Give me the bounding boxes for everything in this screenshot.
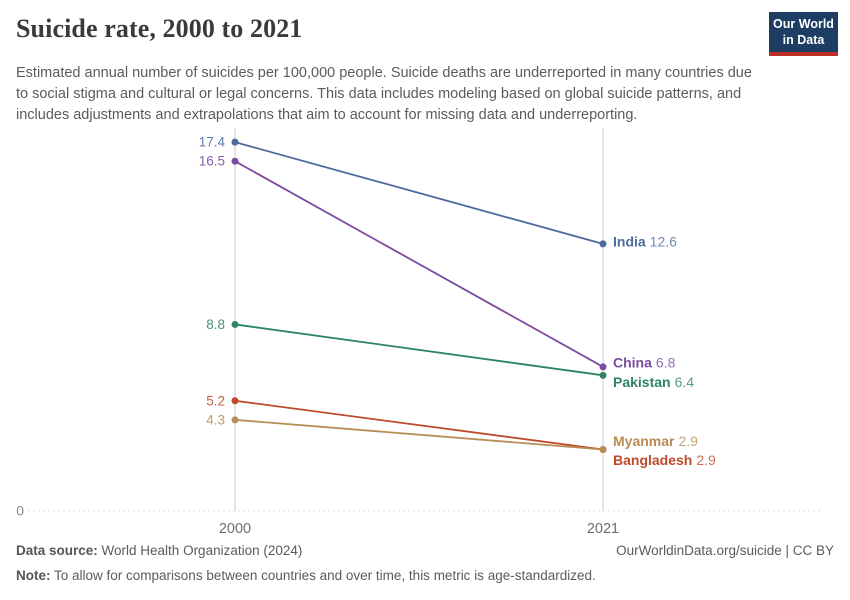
series-line[interactable] bbox=[235, 161, 603, 367]
series-india[interactable] bbox=[199, 135, 677, 250]
series-end-dot[interactable] bbox=[600, 372, 607, 379]
series-start-dot[interactable] bbox=[232, 158, 239, 165]
series-start-value: 8.8 bbox=[206, 316, 225, 332]
series-start-dot[interactable] bbox=[232, 397, 239, 404]
data-source-text bbox=[16, 542, 302, 561]
data-source-label: Data source: bbox=[16, 543, 98, 558]
series-end-label[interactable]: Myanmar 2.9 bbox=[613, 433, 698, 450]
chart-header bbox=[0, 0, 850, 124]
note-label: Note: bbox=[16, 567, 51, 583]
chart-footer bbox=[16, 540, 834, 586]
series-start-value: 4.3 bbox=[206, 412, 225, 428]
series-start-value: 5.2 bbox=[206, 393, 225, 409]
series-end-label[interactable]: India 12.6 bbox=[613, 233, 677, 250]
credit-link[interactable]: OurWorldinData.org/suicide | CC BY bbox=[616, 543, 834, 558]
slope-chart-area bbox=[0, 118, 850, 538]
note-value: To allow for comparisons between countries and over time, this metric is age-standardized. bbox=[50, 567, 596, 583]
series-end-dot[interactable] bbox=[600, 363, 607, 370]
x-tick-label-2000: 2000 bbox=[218, 521, 252, 537]
owid-logo[interactable] bbox=[769, 12, 838, 56]
series-start-dot[interactable] bbox=[232, 321, 239, 328]
series-end-dot[interactable] bbox=[600, 446, 607, 453]
slope-chart bbox=[0, 118, 850, 538]
series-myanmar[interactable] bbox=[206, 412, 698, 453]
page-title: Suicide rate, 2000 to 2021 bbox=[16, 14, 303, 43]
series-china[interactable] bbox=[199, 154, 676, 371]
series-bangladesh[interactable] bbox=[206, 393, 716, 468]
series-end-label[interactable]: Pakistan 6.4 bbox=[613, 373, 695, 390]
series-start-value: 16.5 bbox=[198, 153, 225, 169]
series-line[interactable] bbox=[235, 324, 603, 375]
series-end-label[interactable]: China 6.8 bbox=[613, 354, 676, 371]
y-axis-zero-label: 0 bbox=[16, 502, 24, 519]
data-source-value: World Health Organization (2024) bbox=[97, 543, 303, 558]
series-end-dot[interactable] bbox=[600, 240, 607, 247]
series-start-dot[interactable] bbox=[232, 416, 239, 423]
note-text bbox=[16, 567, 834, 586]
series-end-label[interactable]: Bangladesh 2.9 bbox=[613, 452, 716, 469]
owid-logo-line1: Our World bbox=[773, 17, 834, 31]
series-start-value: 17.4 bbox=[198, 134, 225, 150]
chart-subtitle: Estimated annual number of suicides per 100,000 people. Suicide deaths are underreported in many countries due to social stigma and cultural or legal concerns. This data includes modeling based on global suicide patterns, and includes adjustments and extrapolations that aim to account for missing data and underreporting. bbox=[16, 65, 752, 124]
series-start-dot[interactable] bbox=[232, 139, 239, 146]
x-tick-label-2021: 2021 bbox=[586, 521, 620, 537]
owid-logo-line2: in Data bbox=[782, 32, 825, 47]
